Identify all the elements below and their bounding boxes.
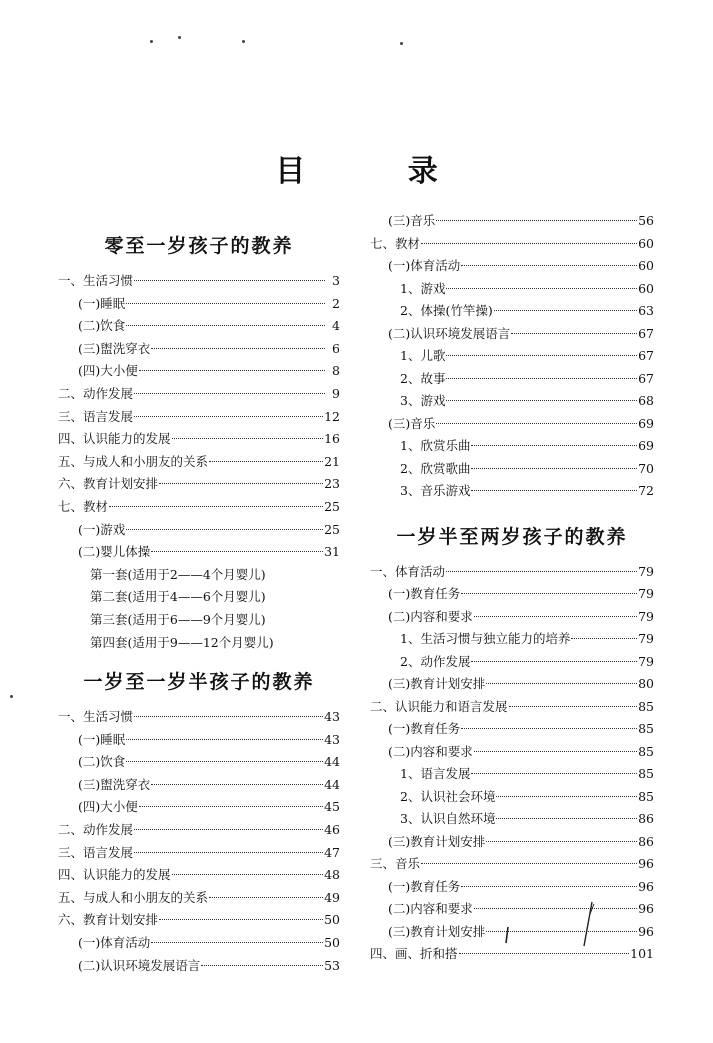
toc-entry-label: 2、欣赏歌曲	[400, 460, 471, 476]
dot-leader	[159, 919, 323, 920]
toc-entry-page: 16	[324, 431, 340, 447]
toc-entry-label: 五、与成人和小朋友的关系	[58, 889, 209, 905]
toc-entry[interactable]	[370, 786, 654, 809]
toc-entry-label: (二)内容和要求	[388, 743, 473, 759]
toc-entry-label: (一)睡眠	[78, 731, 126, 747]
dot-leader	[474, 616, 637, 617]
toc-entry[interactable]	[58, 796, 340, 819]
toc-entry-label: (二)婴儿体操	[78, 544, 151, 560]
toc-entry[interactable]	[58, 842, 340, 865]
dot-leader	[474, 751, 637, 752]
toc-entry-label: (一)睡眠	[78, 295, 126, 311]
toc-entry-page: 67	[638, 370, 654, 386]
toc-entry-page: 60	[638, 258, 654, 273]
dot-leader	[496, 818, 637, 819]
toc-entry-label: 第四套(适用于9——12个月婴儿)	[90, 634, 274, 650]
dot-leader	[151, 551, 323, 552]
toc-entry[interactable]	[370, 390, 654, 413]
dot-leader	[109, 506, 323, 507]
toc-entry[interactable]	[370, 255, 654, 278]
toc-column-right	[370, 210, 654, 966]
toc-entry-label: 五、与成人和小朋友的关系	[58, 453, 209, 469]
dot-leader	[436, 220, 637, 221]
toc-entry[interactable]	[58, 428, 340, 451]
dot-leader	[209, 897, 323, 898]
toc-entry-page: 3	[332, 273, 340, 288]
toc-entry-label: 四、画、折和搭	[370, 946, 458, 961]
dot-leader	[134, 416, 323, 417]
toc-entry-label: 3、游戏	[400, 393, 446, 408]
toc-entry[interactable]	[58, 541, 340, 564]
dot-leader	[151, 784, 323, 785]
toc-entry-page: 86	[638, 833, 654, 849]
dot-leader	[126, 325, 325, 326]
toc-column-left	[58, 222, 340, 977]
toc-entry-label: 1、语言发展	[400, 766, 471, 781]
dot-leader	[459, 953, 630, 954]
page-title: 目 录	[275, 154, 484, 189]
toc-entry-page: 70	[638, 460, 654, 476]
scan-speck	[242, 40, 245, 43]
dot-leader	[172, 438, 324, 439]
toc-entry-page: 4	[332, 318, 340, 334]
toc-entry-page: 85	[638, 788, 654, 804]
toc-entry-label: 1、儿歌	[400, 348, 446, 363]
dot-leader	[172, 874, 324, 875]
toc-entry-label: 2、动作发展	[400, 653, 471, 669]
toc-entry-label: 七、教材	[58, 498, 109, 514]
toc-entry-label: (四)大小便	[78, 799, 138, 815]
toc-entry-label: 二、动作发展	[58, 385, 134, 401]
toc-entry-page: 43	[324, 709, 340, 725]
toc-entry[interactable]	[370, 831, 654, 854]
toc-entry[interactable]	[370, 606, 654, 629]
dot-leader	[461, 265, 637, 266]
toc-entry-page: 79	[638, 631, 654, 646]
toc-entry[interactable]	[370, 583, 654, 606]
toc-entry-page: 49	[324, 889, 340, 905]
toc-entry-page: 25	[324, 521, 340, 537]
toc-entry-label: 2、体操(竹竿操)	[400, 303, 493, 318]
dot-leader	[509, 706, 638, 707]
dot-leader	[126, 739, 323, 740]
toc-entry[interactable]	[370, 808, 654, 831]
toc-entry-page: 85	[638, 766, 654, 781]
toc-entry-page: 67	[638, 325, 654, 341]
dot-leader	[486, 683, 637, 684]
toc-entry-label: (一)体育活动	[78, 935, 151, 951]
scan-speck	[178, 36, 181, 39]
toc-entry-page: 80	[638, 676, 654, 691]
toc-entry-page: 6	[332, 340, 340, 356]
dot-leader	[134, 829, 323, 830]
toc-entry-page: 86	[638, 811, 654, 826]
toc-entry-label: (三)音乐	[388, 415, 436, 431]
toc-entry-label: 2、认识社会环境	[400, 788, 496, 804]
toc-entry-label: (一)体育活动	[388, 258, 461, 273]
dot-leader	[134, 393, 325, 394]
toc-entry-page: 69	[638, 438, 654, 453]
toc-entry-page: 79	[638, 608, 654, 624]
toc-entry-page: 60	[638, 280, 654, 296]
toc-entry[interactable]	[58, 451, 340, 474]
toc-entry[interactable]	[370, 763, 654, 786]
toc-entry-page: 85	[638, 721, 654, 736]
toc-entry[interactable]	[370, 741, 654, 764]
toc-entry[interactable]	[370, 210, 654, 233]
dot-leader	[151, 348, 325, 349]
toc-entry-label: 六、教育计划安排	[58, 476, 159, 492]
toc-entry-page: 69	[638, 415, 654, 431]
toc-entry[interactable]	[58, 774, 340, 797]
toc-entry-page: 56	[638, 213, 654, 228]
toc-entry-page: 67	[638, 348, 654, 363]
dot-leader	[486, 841, 637, 842]
toc-entry-label: 三、语言发展	[58, 408, 134, 424]
dot-leader	[461, 886, 637, 887]
dot-leader	[471, 773, 637, 774]
toc-entry-label: (二)饮食	[78, 318, 126, 334]
dot-leader	[139, 370, 325, 371]
toc-entry[interactable]	[370, 458, 654, 481]
toc-entry[interactable]	[370, 651, 654, 674]
toc-entry[interactable]	[58, 383, 340, 406]
section-title: 一岁至一岁半孩子的教养	[83, 671, 315, 694]
dot-leader	[139, 806, 323, 807]
toc-entry-page: 96	[638, 923, 654, 939]
toc-entry-page: 63	[638, 303, 654, 318]
toc-entry-page: 60	[638, 235, 654, 251]
pen-mark-icon	[570, 900, 610, 950]
toc-entry-page: 44	[324, 754, 340, 770]
toc-entry-label: 第一套(适用于2——4个月婴儿)	[90, 566, 266, 582]
dot-leader	[436, 423, 637, 424]
toc-entry-label: 六、教育计划安排	[58, 912, 159, 928]
toc-entry-page: 50	[324, 912, 340, 928]
toc-entry-page: 72	[638, 483, 654, 498]
toc-entry-label: 二、动作发展	[58, 822, 134, 838]
toc-list	[58, 706, 340, 977]
toc-entry[interactable]	[58, 473, 340, 496]
dot-leader	[446, 288, 637, 289]
toc-entry-page: 43	[324, 731, 340, 747]
toc-entry-page: 21	[324, 453, 340, 469]
toc-entry[interactable]	[58, 729, 340, 752]
toc-entry[interactable]	[58, 270, 340, 293]
toc-entry-page: 96	[638, 901, 654, 916]
toc-entry[interactable]	[58, 632, 340, 655]
toc-list	[370, 210, 654, 503]
dot-leader	[421, 863, 637, 864]
toc-entry[interactable]	[370, 696, 654, 719]
section-title: 零至一岁孩子的教养	[104, 235, 294, 257]
toc-entry-page: 101	[630, 946, 654, 961]
toc-entry-label: (四)大小便	[78, 363, 138, 379]
toc-entry[interactable]	[370, 561, 654, 584]
toc-entry[interactable]	[58, 564, 340, 587]
dot-leader	[134, 280, 325, 281]
toc-entry[interactable]	[370, 278, 654, 301]
toc-entry-label: (三)音乐	[388, 213, 436, 228]
pen-tick-icon	[500, 925, 520, 945]
dot-leader	[494, 310, 637, 311]
toc-entry-page: 53	[324, 957, 340, 973]
toc-entry[interactable]	[370, 300, 654, 323]
toc-entry-page: 50	[324, 935, 340, 951]
dot-leader	[209, 461, 323, 462]
toc-entry-label: 3、认识自然环境	[400, 811, 496, 826]
toc-entry-label: (二)认识环境发展语言	[388, 325, 511, 341]
toc-entry[interactable]	[370, 413, 654, 436]
dot-leader	[471, 445, 637, 446]
toc-entry-page: 45	[324, 799, 340, 815]
dot-leader	[471, 661, 637, 662]
toc-entry-label: (三)盥洗穿衣	[78, 340, 151, 356]
toc-entry-label: (一)教育任务	[388, 721, 461, 736]
toc-entry-page: 23	[324, 476, 340, 492]
dot-leader	[446, 378, 637, 379]
dot-leader	[159, 483, 323, 484]
toc-entry[interactable]	[370, 718, 654, 741]
toc-entry-label: (一)游戏	[78, 521, 126, 537]
toc-entry-page: 96	[638, 878, 654, 894]
toc-entry-page: 2	[332, 295, 340, 311]
toc-entry[interactable]	[58, 586, 340, 609]
toc-entry-page: 46	[324, 822, 340, 838]
toc-entry[interactable]	[58, 406, 340, 429]
toc-entry-label: 一、体育活动	[370, 563, 446, 579]
toc-entry[interactable]	[58, 519, 340, 542]
toc-entry[interactable]	[58, 293, 340, 316]
toc-entry-page: 47	[324, 844, 340, 860]
dot-leader	[571, 638, 637, 639]
toc-entry[interactable]	[370, 345, 654, 368]
toc-entry-page: 85	[638, 698, 654, 714]
dot-leader	[421, 243, 637, 244]
toc-entry[interactable]	[58, 609, 340, 632]
toc-entry-page: 96	[638, 856, 654, 871]
toc-entry-label: 一、生活习惯	[58, 709, 134, 725]
toc-entry-label: 四、认识能力的发展	[58, 431, 171, 447]
toc-entry[interactable]	[58, 887, 340, 910]
toc-entry-label: 第二套(适用于4——6个月婴儿)	[90, 589, 266, 605]
toc-entry-label: 1、生活习惯与独立能力的培养	[400, 631, 571, 646]
toc-entry[interactable]	[370, 943, 654, 966]
toc-entry-page: 31	[324, 544, 340, 560]
toc-entry-page: 44	[324, 776, 340, 792]
toc-entry[interactable]	[370, 368, 654, 391]
toc-entry[interactable]	[370, 628, 654, 651]
toc-entry-label: 第三套(适用于6——9个月婴儿)	[90, 611, 266, 627]
toc-entry-label: 三、音乐	[370, 856, 421, 871]
dot-leader	[134, 852, 323, 853]
toc-entry-label: 四、认识能力的发展	[58, 867, 171, 883]
toc-entry-label: 一、生活习惯	[58, 273, 134, 288]
toc-entry[interactable]	[370, 435, 654, 458]
toc-entry-page: 79	[638, 586, 654, 601]
dot-leader	[134, 716, 323, 717]
toc-entry-label: 3、音乐游戏	[400, 483, 471, 498]
toc-entry-label: (二)认识环境发展语言	[78, 957, 201, 973]
dot-leader	[446, 355, 637, 356]
dot-leader	[496, 796, 637, 797]
dot-leader	[126, 529, 323, 530]
toc-entry[interactable]	[58, 496, 340, 519]
toc-entry[interactable]	[58, 955, 340, 978]
toc-entry[interactable]	[370, 876, 654, 899]
toc-entry[interactable]	[58, 315, 340, 338]
dot-leader	[446, 571, 637, 572]
toc-entry-label: (二)内容和要求	[388, 901, 473, 916]
toc-entry-page: 25	[324, 498, 340, 514]
toc-entry[interactable]	[58, 819, 340, 842]
toc-entry[interactable]	[58, 864, 340, 887]
toc-entry-page: 79	[638, 563, 654, 579]
toc-entry-page: 9	[332, 385, 340, 401]
dot-leader	[461, 593, 637, 594]
scan-speck	[10, 695, 13, 698]
toc-entry-label: (三)教育计划安排	[388, 833, 486, 849]
dot-leader	[446, 400, 637, 401]
toc-entry-label: 七、教材	[370, 235, 421, 251]
toc-entry-page: 68	[638, 393, 654, 408]
toc-entry-label: (三)教育计划安排	[388, 923, 486, 939]
dot-leader	[471, 490, 637, 491]
toc-entry-label: (二)饮食	[78, 754, 126, 770]
toc-entry[interactable]	[58, 909, 340, 932]
toc-entry-label: (一)教育任务	[388, 878, 461, 894]
toc-entry[interactable]	[370, 673, 654, 696]
scan-speck	[150, 40, 153, 43]
toc-entry-page: 48	[324, 867, 340, 883]
toc-entry-label: (二)内容和要求	[388, 608, 473, 624]
toc-entry[interactable]	[370, 898, 654, 921]
toc-entry[interactable]	[370, 233, 654, 256]
toc-entry[interactable]	[58, 360, 340, 383]
toc-entry[interactable]	[58, 338, 340, 361]
dot-leader	[474, 908, 637, 909]
toc-entry-label: 2、故事	[400, 370, 446, 386]
toc-entry-page: 85	[638, 743, 654, 759]
dot-leader	[471, 468, 637, 469]
dot-leader	[511, 333, 637, 334]
toc-entry-label: (三)盥洗穿衣	[78, 776, 151, 792]
toc-list	[58, 270, 340, 654]
dot-leader	[201, 965, 323, 966]
toc-entry-page: 12	[324, 408, 340, 424]
toc-entry-label: 三、语言发展	[58, 844, 134, 860]
toc-entry[interactable]	[58, 932, 340, 955]
toc-entry[interactable]	[370, 480, 654, 503]
dot-leader	[461, 728, 637, 729]
scan-speck	[400, 42, 403, 45]
toc-entry-label: (三)教育计划安排	[388, 676, 486, 691]
toc-entry-label: 1、欣赏乐曲	[400, 438, 471, 453]
toc-list	[370, 561, 654, 966]
toc-entry-page: 8	[332, 363, 340, 379]
toc-entry[interactable]	[370, 853, 654, 876]
toc-entry-label: 1、游戏	[400, 280, 446, 296]
toc-entry-label: (一)教育任务	[388, 586, 461, 601]
toc-entry[interactable]	[58, 751, 340, 774]
toc-entry-page: 79	[638, 653, 654, 669]
dot-leader	[126, 303, 325, 304]
toc-entry-label: 二、认识能力和语言发展	[370, 698, 508, 714]
dot-leader	[151, 942, 323, 943]
dot-leader	[126, 761, 323, 762]
section-title: 一岁半至两岁孩子的教养	[396, 525, 628, 548]
toc-entry[interactable]	[370, 323, 654, 346]
toc-entry[interactable]	[58, 706, 340, 729]
